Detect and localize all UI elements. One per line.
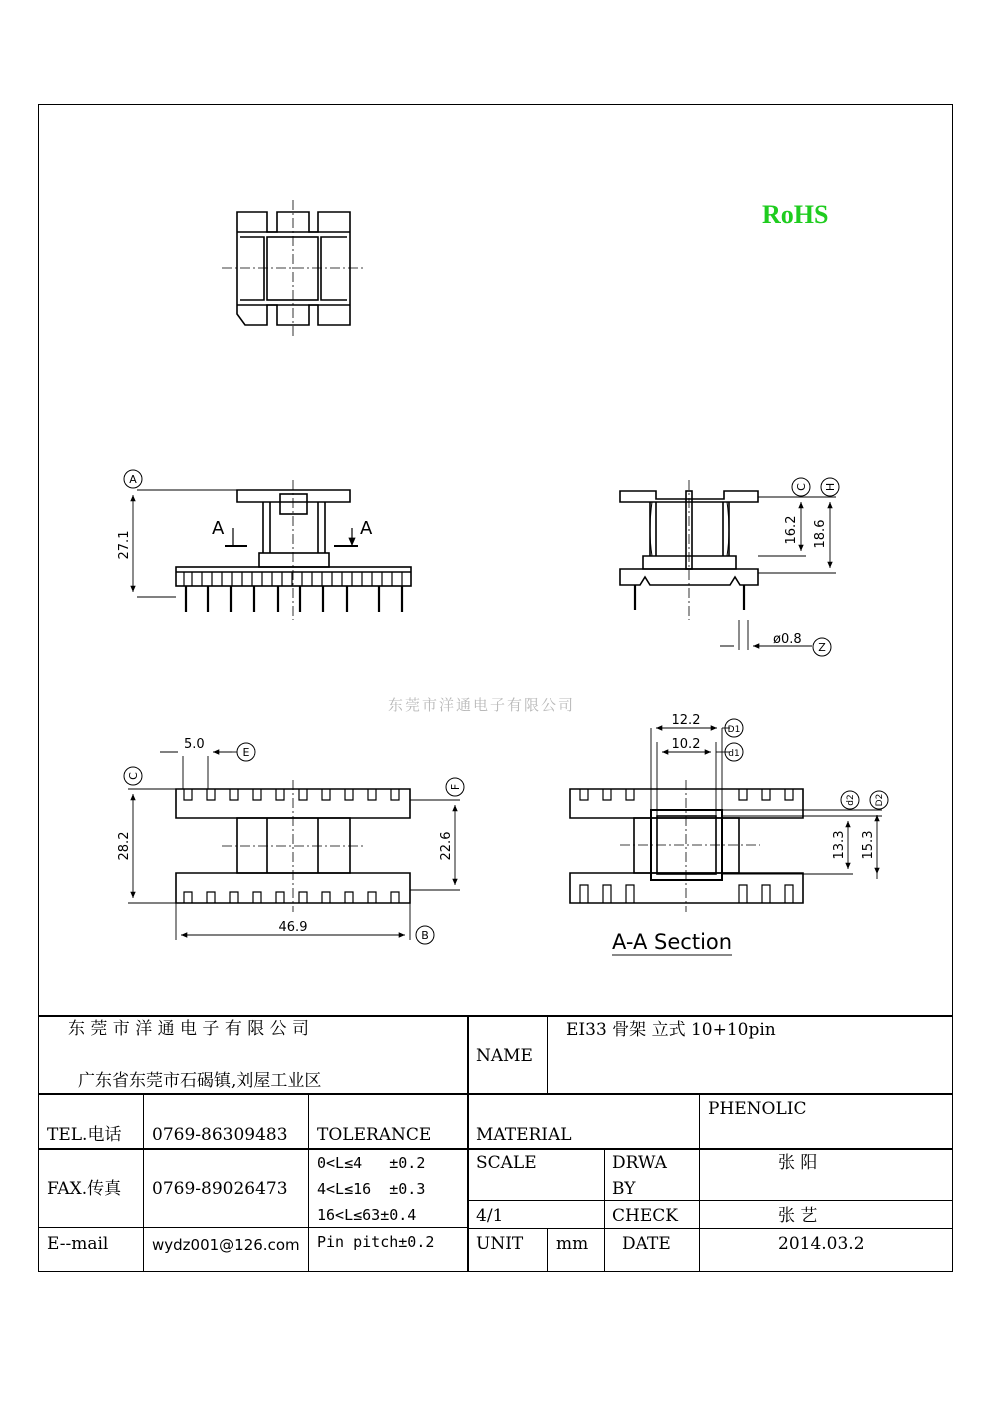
- label-d2-lower: d2: [846, 794, 856, 806]
- drawn-by-value: 张 阳: [778, 1153, 818, 1173]
- material-value: PHENOLIC: [708, 1099, 807, 1119]
- label-h-circle: H: [824, 482, 837, 492]
- dim-10-2: 10.2: [671, 737, 701, 752]
- dim-22-6: 22.6: [439, 831, 454, 861]
- label-z-circle: Z: [818, 641, 826, 654]
- dim-16-2: 16.2: [784, 515, 799, 545]
- dim-28-2: 28.2: [117, 831, 132, 861]
- dim-46-9: 46.9: [278, 920, 308, 935]
- label-d1-upper: D1: [727, 725, 741, 735]
- dim-15-3: 15.3: [861, 830, 876, 860]
- unit-value: mm: [556, 1234, 589, 1254]
- front-view: [124, 470, 411, 620]
- dim-13-3: 13.3: [832, 830, 847, 860]
- side-view: [620, 478, 839, 656]
- section-mark-left: A: [212, 518, 225, 539]
- fax-value: 0769-89026473: [152, 1179, 288, 1199]
- tel-value: 0769-86309483: [152, 1125, 288, 1145]
- tolerance-row-3: 16<L≤63±0.4: [317, 1206, 417, 1224]
- section-view: [570, 719, 888, 912]
- dim-18-6: 18.6: [813, 519, 828, 549]
- dim-12-2: 12.2: [671, 713, 701, 728]
- company-name: 东 莞 市 洋 通 电 子 有 限 公 司: [68, 1019, 310, 1039]
- dim-0-8: ø0.8: [773, 632, 802, 647]
- label-e-circle: E: [242, 746, 250, 759]
- section-label: A-A Section: [612, 930, 733, 954]
- scale-label: SCALE: [476, 1153, 537, 1173]
- label-c-circle-bottom: C: [127, 772, 140, 780]
- label-f-circle: F: [449, 783, 462, 791]
- name-label: NAME: [476, 1046, 533, 1066]
- check-label: CHECK: [612, 1206, 678, 1226]
- top-view: [222, 200, 365, 338]
- tolerance-row-1: 0<L≤4 ±0.2: [317, 1154, 426, 1172]
- drawn-label-1: DRWA: [612, 1153, 667, 1173]
- company-address: 广东省东莞市石碣镇,刘屋工业区: [78, 1071, 322, 1091]
- label-a-circle: A: [129, 473, 137, 486]
- fax-label: FAX.传真: [47, 1179, 122, 1199]
- drawn-label-2: BY: [612, 1179, 636, 1199]
- tolerance-row-2: 4<L≤16 ±0.3: [317, 1180, 426, 1198]
- section-mark-right: A: [360, 518, 373, 539]
- scale-value: 4/1: [476, 1206, 504, 1226]
- part-name: EI33 骨架 立式 10+10pin: [566, 1020, 776, 1040]
- email-label: E--mail: [47, 1234, 109, 1254]
- label-d1-lower: d1: [728, 749, 740, 759]
- date-value: 2014.03.2: [778, 1234, 865, 1254]
- dim-5-0: 5.0: [184, 737, 205, 752]
- tolerance-row-4: Pin pitch±0.2: [317, 1233, 435, 1251]
- dim-27-1: 27.1: [117, 530, 132, 560]
- bottom-view: [124, 743, 464, 944]
- tel-label: TEL.电话: [47, 1125, 122, 1145]
- rohs-badge: RoHS: [762, 200, 829, 229]
- material-label: MATERIAL: [476, 1125, 572, 1145]
- email-value: wydz001@126.com: [152, 1236, 300, 1254]
- check-value: 张 艺: [778, 1206, 818, 1226]
- unit-label: UNIT: [476, 1234, 524, 1254]
- date-label: DATE: [622, 1234, 671, 1254]
- company-watermark: 东莞市洋通电子有限公司: [388, 696, 576, 714]
- label-c-circle-side: C: [795, 483, 808, 491]
- label-b-circle: B: [421, 929, 429, 942]
- label-d2-upper: D2: [875, 793, 885, 807]
- tolerance-label: TOLERANCE: [317, 1125, 432, 1145]
